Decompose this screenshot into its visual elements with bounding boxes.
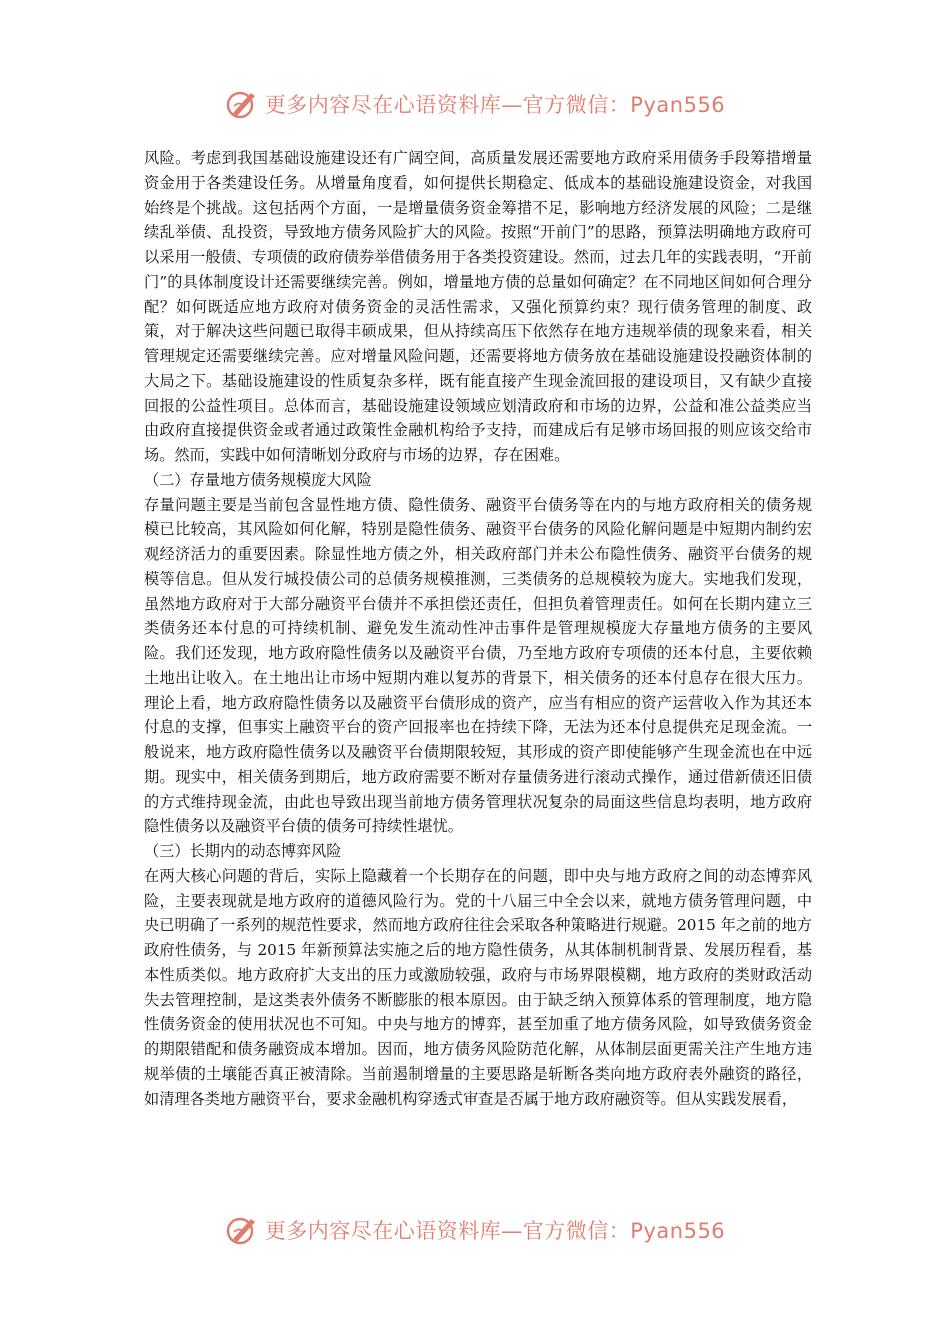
watermark-text: 更多内容尽在心语资料库—官方微信：Pyan556: [264, 93, 726, 117]
watermark-text: 更多内容尽在心语资料库—官方微信：Pyan556: [264, 1219, 726, 1243]
paragraph-stock-debt: 存量问题主要是当前包含显性地方债、隐性债务、融资平台债务等在内的与地方政府相关的债务规模已比较高，其风险如何化解，特别是隐性债务、融资平台债务的风险化解问题是中短期内制约宏观经济活力的重要因素。除显性地方债之外，相关政府部门并未公布隐性债务、融资平台债务的规模等信息。但从发行城投债公司的总债务规模推测，三类债务的总规模较为庞大。实地我们发现，虽然地方政府对于大部分融资平台债并不承担偿还责任，但担负着管理责任。如何在长期内建立三类债务还本付息的可持续机制、避免发生流动性冲击事件是管理规模庞大存量地方债务的主要风险。我们还发现，地方政府隐性债务以及融资平台债，乃至地方政府专项债的还本付息，主要依赖土地出让收入。在土地出让市场中短期内难以复苏的背景下，相关债务的还本付息存在很大压力。理论上看，地方政府隐性债务以及融资平台债形成的资产，应当有相应的资产运营收入作为其还本付息的支撑，但事实上融资平台的资产回报率也在持续下降，无法为还本付息提供充足现金流。一般说来，地方政府隐性债务以及融资平台债期限较短，其形成的资产即使能够产生现金流也在中远期。现实中，相关债务到期后，地方政府需要不断对存量债务进行滚动式操作，通过借新债还旧债的方式维持现金流，由此也导致出现当前地方债务管理状况复杂的局面这些信息均表明，地方政府隐性债务以及融资平台债的债务可持续性堪忧。: [144, 495, 812, 836]
paragraph-dynamic-game: 在两大核心问题的背后，实际上隐藏着一个长期存在的问题，即中央与地方政府之间的动态博弈风险，主要表现就是地方政府的道德风险行为。党的十八届三中全会以来，就地方债务管理问题，中央已明确了一系列的规范性要求，然而地方政府往往会采取各种策略进行规避。2015 年之前的地方政府性债务，与 2015 年新预算法实施之后的地方隐性债务，从其体制机制背景、发展历程看，基本性质类似。地方政府扩大支出的压力或激励较强，政府与市场界限模糊，地方政府的类财政活动失去管理控制，是这类表外债务不断膨胀的根本原因。由于缺乏纳入预算体系的管理制度，地方隐性债务资金的使用状况也不可知。中央与地方的博弈，甚至加重了地方债务风险，如导致债务资金的期限错配和债务融资成本增加。因而，地方债务风险防范化解，从体制层面更需关注产生地方违规举债的土壤能否真正被清除。当前遏制增量的主要思路是斩断各类向地方政府表外融资的路径，如清理各类地方融资平台，要求金融机构穿透式审查是否属于地方政府融资等。但从实践发展看，: [144, 866, 812, 1108]
footer-watermark: [0, 1210, 950, 1250]
header-watermark: [0, 84, 950, 124]
paragraph-increment-risk: 风险。考虑到我国基础设施建设还有广阔空间，高质量发展还需要地方政府采用债务手段筹措增量资金用于各类建设任务。从增量角度看，如何提供长期稳定、低成本的基础设施建设资金，对我国始终是个挑战。这包括两个方面，一是增量债务资金筹措不足，影响地方经济发展的风险；二是继续乱举债、乱投资，导致地方债务风险扩大的风险。按照“开前门”的思路，预算法明确地方政府可以采用一般债、专项债的政府债券举借债务用于各类投资建设。然而，过去几年的实践表明，“开前门”的具体制度设计还需要继续完善。例如，增量地方债的总量如何确定？在不同地区间如何合理分配？如何既适应地方政府对债务资金的灵活性需求，又强化预算约束？现行债务管理的制度、政策，对于解决这些问题已取得丰硕成果，但从持续高压下依然存在地方违规举债的现象来看，相关管理规定还需要继续完善。应对增量风险问题，还需要将地方债务放在基础设施建设投融资体制的大局之下。基础设施建设的性质复杂多样，既有能直接产生现金流回报的建设项目，又有缺少直接回报的公益性项目。总体而言，基础设施建设领域应划清政府和市场的边界，公益和准公益类应当由政府直接提供资金或者通过政策性金融机构给予支持，而建成后有足够市场回报的则应该交给市场。然而，实践中如何清晰划分政府与市场的边界，存在困难。: [144, 149, 812, 464]
pen-circle-logo-icon: [225, 87, 259, 121]
pen-circle-logo-icon: [225, 1213, 259, 1247]
section-heading-stock-debt: （二）存量地方债务规模庞大风险: [144, 470, 372, 489]
section-heading-dynamic-game: （三）长期内的动态博弈风险: [144, 842, 342, 860]
document-body: [144, 146, 812, 1111]
